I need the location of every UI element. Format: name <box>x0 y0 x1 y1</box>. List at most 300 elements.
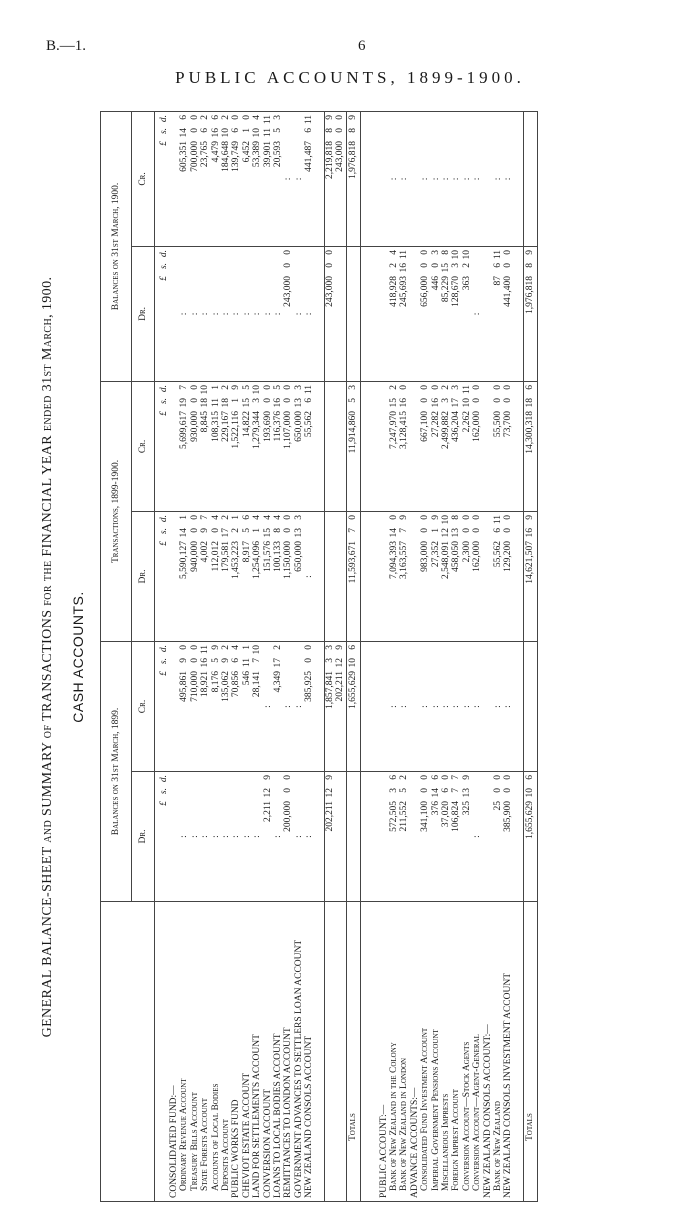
cell-dr00: 245,6931611 <box>399 246 409 381</box>
cell-tdr: 940,00000 <box>190 511 200 641</box>
cell-dr00 <box>169 246 179 381</box>
page-number: 6 <box>358 38 366 54</box>
cell-cr00: : <box>389 111 399 246</box>
spacer-cell <box>514 381 524 511</box>
cell-tdr: 162,00000 <box>472 511 482 641</box>
spacer-cell <box>360 641 370 771</box>
cell-dr99: : <box>221 772 231 902</box>
spacer-cell <box>315 902 325 1202</box>
cell-tcr: 3,128,415160 <box>399 381 409 511</box>
cell-dr00: 44603 <box>431 246 441 381</box>
cell-cr99: 18,9211611 <box>200 641 210 771</box>
units-blank <box>155 902 170 1202</box>
cell-dr99: 37,02060 <box>441 772 451 902</box>
cell-tcr: 1,279,344310 <box>252 381 262 511</box>
cell-tcr: 55,50000 <box>493 381 503 511</box>
units-cell: £s.d. <box>155 246 170 381</box>
cell-tcr <box>169 381 179 511</box>
less-cr00: 243,00000 <box>335 111 346 246</box>
cell-dr99: 572,50536 <box>389 772 399 902</box>
cell-cr99: 70,85664 <box>231 641 241 771</box>
spacer-cell <box>360 246 370 381</box>
cell-dr00 <box>379 246 389 381</box>
cell-cr00: : <box>420 111 430 246</box>
cell-cr99: : <box>503 641 513 771</box>
cell-cr00: : <box>283 111 293 246</box>
account-label: LOANS TO LOCAL BODIES ACCOUNT <box>273 902 283 1202</box>
cell-dr99: : <box>190 772 200 902</box>
cell-dr99: 341,10000 <box>420 772 430 902</box>
totals-row <box>523 111 537 1201</box>
account-label: Miscellaneous Imprests <box>441 902 451 1202</box>
cell-tcr: 1,522,11619 <box>231 381 241 511</box>
account-label: LAND FOR SETTLEMENTS ACCOUNT <box>252 902 262 1202</box>
cell-tcr: 7,247,970152 <box>389 381 399 511</box>
account-label: NEW ZEALAND CONSOLS ACCOUNT:— <box>483 902 493 1202</box>
table-row <box>472 111 482 1201</box>
cell-tcr: 667,10000 <box>420 381 430 511</box>
less-tcr <box>335 381 346 511</box>
cell-dr00: 363210 <box>462 246 472 381</box>
cell-tdr: 983,00000 <box>420 511 430 641</box>
account-label: Conversion Account—Stock Agents <box>462 902 472 1202</box>
cell-dr00: 128,670310 <box>451 246 461 381</box>
sheet-subtitle: CASH ACCOUNTS. <box>70 591 86 723</box>
cell-dr99: 376146 <box>431 772 441 902</box>
cell-dr00: : <box>252 246 262 381</box>
spacer-cell <box>360 902 370 1202</box>
cell-dr99: : <box>211 772 221 902</box>
cell-cr00: : <box>472 111 482 246</box>
subtotal-dr00: 243,00000 <box>324 246 335 381</box>
spacer-cell <box>514 246 524 381</box>
spacer-cell <box>370 381 379 511</box>
cell-tdr <box>483 511 493 641</box>
cell-cr99: 135,06292 <box>221 641 231 771</box>
spacer-cell <box>514 511 524 641</box>
balance-sheet <box>40 112 670 1202</box>
table-row <box>379 111 389 1201</box>
totals-cr00 <box>523 111 537 246</box>
cell-cr99: : <box>462 641 472 771</box>
table-row <box>503 111 513 1201</box>
cell-cr00: : <box>503 111 513 246</box>
cell-tcr: 1,107,00000 <box>283 381 293 511</box>
table-row <box>451 111 461 1201</box>
spacer-cell <box>370 246 379 381</box>
group-header-transactions: Transactions, 1899-1900. <box>101 381 132 641</box>
cell-tcr <box>379 381 389 511</box>
cell-cr99: : <box>263 641 273 771</box>
cell-dr00: : <box>242 246 252 381</box>
table-row <box>179 111 189 1201</box>
table-row <box>211 111 221 1201</box>
cell-tdr: : <box>304 511 314 641</box>
cell-tcr: 14,822155 <box>242 381 252 511</box>
cell-tcr <box>410 381 420 511</box>
cell-tdr: 100,13384 <box>273 511 283 641</box>
cash-accounts-body <box>155 111 538 1201</box>
less-tdr <box>335 511 346 641</box>
cell-cr99: 28,141710 <box>252 641 262 771</box>
cell-dr00: : <box>263 246 273 381</box>
subtotal-dr99: 202,211129 <box>324 772 335 902</box>
account-label: Bank of New Zealand <box>493 902 503 1202</box>
rotated-sheet <box>40 112 670 1202</box>
cell-dr00: : <box>304 246 314 381</box>
cell-dr99: 2,211129 <box>263 772 273 902</box>
cell-cr99: : <box>441 641 451 771</box>
cell-tcr: 229,167182 <box>221 381 231 511</box>
account-label: Foreign Imprest Account <box>451 902 461 1202</box>
cell-dr00: : <box>472 246 482 381</box>
spacer-cell <box>360 772 370 902</box>
less-cr99: 202,211129 <box>335 641 346 771</box>
totals-dr00: 1,976,81889 <box>523 246 537 381</box>
account-label: CONVERSION ACCOUNT <box>263 902 273 1202</box>
account-label: GOVERNMENT ADVANCES TO SETTLERS LOAN ACCOUNT <box>294 902 304 1202</box>
spacer-row <box>315 111 325 1201</box>
cell-cr99: 495,86190 <box>179 641 189 771</box>
totals-tcr: 11,914,86053 <box>346 381 360 511</box>
cell-cr00 <box>410 111 420 246</box>
cell-dr99: : <box>231 772 241 902</box>
cell-cr99: : <box>431 641 441 771</box>
account-label: Conversion Account—Agent-General <box>472 902 482 1202</box>
less-dr99 <box>335 772 346 902</box>
spacer-cell <box>370 111 379 246</box>
cell-tdr: 1,254,09614 <box>252 511 262 641</box>
table-row <box>169 111 179 1201</box>
account-label: PUBLIC WORKS FUND <box>231 902 241 1202</box>
account-label: Consolidated Fund Investment Account <box>420 902 430 1202</box>
totals-dr00 <box>346 246 360 381</box>
spacer-cell <box>370 511 379 641</box>
subtotal-blank <box>324 902 335 1202</box>
cell-tcr: 116,376165 <box>273 381 283 511</box>
spacer-cell <box>360 381 370 511</box>
account-label: Treasury Bills Account <box>190 902 200 1202</box>
cell-cr00: : <box>399 111 409 246</box>
totals-tdr: 14,621,507169 <box>523 511 537 641</box>
document-reference: B.—1. <box>46 38 87 54</box>
cell-cr00: 39,9011111 <box>263 111 273 246</box>
cell-cr99: : <box>451 641 461 771</box>
cell-cr00: 53,389104 <box>252 111 262 246</box>
table-row <box>483 111 493 1201</box>
units-cell: £s.d. <box>155 111 170 246</box>
cell-cr99 <box>379 641 389 771</box>
cell-dr00: : <box>211 246 221 381</box>
cell-cr99: : <box>472 641 482 771</box>
cell-dr99 <box>483 772 493 902</box>
totals-cr00: 1,976,81889 <box>346 111 360 246</box>
cell-tcr: 8,8451810 <box>200 381 210 511</box>
table-row <box>462 111 472 1201</box>
table-row <box>221 111 231 1201</box>
cell-dr99 <box>410 772 420 902</box>
cell-tdr: 112,01204 <box>211 511 221 641</box>
units-cell: £s.d. <box>155 772 170 902</box>
cell-dr00: : <box>200 246 210 381</box>
cell-cr00: 441,487611 <box>304 111 314 246</box>
cell-cr00 <box>169 111 179 246</box>
cell-tcr: 5,699,617197 <box>179 381 189 511</box>
table-row <box>389 111 399 1201</box>
cell-dr99: : <box>252 772 262 902</box>
cr-header: Cr. <box>132 111 155 246</box>
subtotal-tdr <box>324 511 335 641</box>
table-row <box>431 111 441 1201</box>
spacer-cell <box>360 511 370 641</box>
cell-dr00: 243,00000 <box>283 246 293 381</box>
spacer-cell <box>315 772 325 902</box>
table-row <box>190 111 200 1201</box>
dr-header: Dr. <box>132 246 155 381</box>
spacer-cell <box>315 381 325 511</box>
subtotal-tcr <box>324 381 335 511</box>
cell-tdr: 27,35219 <box>431 511 441 641</box>
cell-dr99: 325139 <box>462 772 472 902</box>
cell-tcr: 650,000133 <box>294 381 304 511</box>
cell-cr00: : <box>294 111 304 246</box>
cell-dr00: 418,92824 <box>389 246 399 381</box>
totals-row <box>346 111 360 1201</box>
account-label: NEW ZEALAND CONSOLS ACCOUNT <box>304 902 314 1202</box>
dr-header: Dr. <box>132 511 155 641</box>
cell-tdr: 4,00297 <box>200 511 210 641</box>
cell-dr00: : <box>179 246 189 381</box>
cell-dr99: : <box>294 772 304 902</box>
totals-dr99: 1,655,629106 <box>523 772 537 902</box>
cell-tcr: 436,204173 <box>451 381 461 511</box>
cell-tdr: 650,000133 <box>294 511 304 641</box>
units-cell: £s.d. <box>155 641 170 771</box>
cell-tdr: 179,581172 <box>221 511 231 641</box>
table-row <box>200 111 210 1201</box>
cell-dr00: 85,229158 <box>441 246 451 381</box>
cell-tdr: 1,150,00000 <box>283 511 293 641</box>
accounts-table <box>100 111 538 1202</box>
cell-tdr <box>379 511 389 641</box>
account-label: ADVANCE ACCOUNTS:— <box>410 902 420 1202</box>
cell-tcr: 930,00000 <box>190 381 200 511</box>
cell-dr00: : <box>231 246 241 381</box>
table-row <box>283 111 293 1201</box>
cell-tcr: 27,282160 <box>431 381 441 511</box>
cell-cr00: 700,00000 <box>190 111 200 246</box>
cell-tcr: 2,499,88232 <box>441 381 451 511</box>
group-header-1900: Balances on 31st March, 1900. <box>101 111 132 381</box>
cell-dr99: 2500 <box>493 772 503 902</box>
cell-tcr: 2,2621011 <box>462 381 472 511</box>
account-label: Bank of New Zealand in the Colony <box>389 902 399 1202</box>
cell-tcr: 108,315111 <box>211 381 221 511</box>
spacer-cell <box>315 511 325 641</box>
account-label: Bank of New Zealand in London <box>399 902 409 1202</box>
cell-tcr: 55,562611 <box>304 381 314 511</box>
cell-tcr: 193,69000 <box>263 381 273 511</box>
cell-cr00: : <box>431 111 441 246</box>
group-header-1899: Balances on 31st March, 1899. <box>101 641 132 901</box>
account-label: CONSOLIDATED FUND:— <box>169 902 179 1202</box>
cell-cr00: : <box>462 111 472 246</box>
cell-cr99: 546111 <box>242 641 252 771</box>
cell-dr99: 200,00000 <box>283 772 293 902</box>
cell-cr00: 23,76562 <box>200 111 210 246</box>
cr-header: Cr. <box>132 381 155 511</box>
table-row <box>242 111 252 1201</box>
table-row <box>231 111 241 1201</box>
units-row <box>155 111 170 1201</box>
table-row <box>263 111 273 1201</box>
cell-tdr: 7,094,393140 <box>389 511 399 641</box>
cell-dr99: 211,55252 <box>399 772 409 902</box>
cell-tdr: 2,548,0911210 <box>441 511 451 641</box>
cell-cr99 <box>169 641 179 771</box>
cell-cr00: 20,59353 <box>273 111 283 246</box>
cell-cr99: 385,92500 <box>304 641 314 771</box>
cell-cr00: 605,351146 <box>179 111 189 246</box>
cell-cr99: 710,00000 <box>190 641 200 771</box>
cell-dr00 <box>483 246 493 381</box>
less-dr00 <box>335 246 346 381</box>
cell-tdr: 151,576154 <box>263 511 273 641</box>
cell-dr00: : <box>294 246 304 381</box>
cell-tdr: 458,050138 <box>451 511 461 641</box>
cell-cr99: : <box>389 641 399 771</box>
account-label: CHEVIOT ESTATE ACCOUNT <box>242 902 252 1202</box>
less-blank <box>335 902 346 1202</box>
cell-dr00: : <box>273 246 283 381</box>
cell-tdr: 129,20000 <box>503 511 513 641</box>
account-label: Deposits Account <box>221 902 231 1202</box>
table-row <box>441 111 451 1201</box>
spacer-cell <box>315 111 325 246</box>
account-label: PUBLIC ACCOUNT:— <box>379 902 389 1202</box>
totals-dr99 <box>346 772 360 902</box>
cell-tdr: 5,590,127141 <box>179 511 189 641</box>
cell-dr00: : <box>190 246 200 381</box>
cell-cr00: 184,648102 <box>221 111 231 246</box>
spacer-cell <box>360 111 370 246</box>
totals-cr99: 1,655,629106 <box>346 641 360 771</box>
cell-cr99: : <box>294 641 304 771</box>
account-label: NEW ZEALAND CONSOLS INVESTMENT ACCOUNT <box>503 902 513 1202</box>
spacer-cell <box>514 772 524 902</box>
cr-header: Cr. <box>132 641 155 771</box>
totals-label: Totals <box>346 902 360 1202</box>
subtotal-row <box>324 111 335 1201</box>
cell-cr00 <box>379 111 389 246</box>
table-row <box>252 111 262 1201</box>
spacer-cell <box>370 902 379 1202</box>
units-cell: £s.d. <box>155 381 170 511</box>
cell-cr99: 4,349172 <box>273 641 283 771</box>
account-label: Accounts of Local Bodies <box>211 902 221 1202</box>
cell-tcr: 73,70000 <box>503 381 513 511</box>
table-row <box>294 111 304 1201</box>
spacer-row <box>360 111 370 1201</box>
cell-dr99 <box>169 772 179 902</box>
cell-cr00: : <box>451 111 461 246</box>
cell-cr99: : <box>283 641 293 771</box>
cell-cr99: 8,17659 <box>211 641 221 771</box>
cell-dr99: : <box>200 772 210 902</box>
spacer-cell <box>514 902 524 1202</box>
cell-cr00: 139,74960 <box>231 111 241 246</box>
cell-cr99: : <box>493 641 503 771</box>
cell-tcr: 162,00000 <box>472 381 482 511</box>
cell-dr00: : <box>221 246 231 381</box>
cell-dr99: : <box>179 772 189 902</box>
spacer-row <box>370 111 379 1201</box>
cell-cr00 <box>483 111 493 246</box>
account-header <box>101 902 155 1202</box>
spacer-row <box>514 111 524 1201</box>
cell-dr99: : <box>273 772 283 902</box>
totals-cr99 <box>523 641 537 771</box>
cell-cr00: : <box>493 111 503 246</box>
dr-header: Dr. <box>132 772 155 902</box>
cell-cr99 <box>483 641 493 771</box>
spacer-cell <box>514 111 524 246</box>
cell-dr99: : <box>242 772 252 902</box>
cell-dr00 <box>410 246 420 381</box>
cell-dr00: 656,00000 <box>420 246 430 381</box>
cell-tdr: 2,30000 <box>462 511 472 641</box>
account-label: Imperial Government Pensions Account <box>431 902 441 1202</box>
sheet-title: GENERAL BALANCE-SHEET and SUMMARY of TRANSACTIONS for the FINANCIAL YEAR ended 31st March, 1900. <box>40 276 55 1038</box>
cell-dr99 <box>379 772 389 902</box>
totals-tcr: 14,300,318186 <box>523 381 537 511</box>
spacer-cell <box>370 641 379 771</box>
subtotal-cr00: 2,219,81889 <box>324 111 335 246</box>
units-cell: £s.d. <box>155 511 170 641</box>
cell-dr99: 106,82477 <box>451 772 461 902</box>
cell-cr99 <box>410 641 420 771</box>
cell-cr99: : <box>420 641 430 771</box>
cell-cr99: : <box>399 641 409 771</box>
subtotal-cr99: 1,857,84133 <box>324 641 335 771</box>
totals-label: Totals <box>523 902 537 1202</box>
cell-cr00: : <box>441 111 451 246</box>
spacer-cell <box>315 246 325 381</box>
cell-tcr <box>483 381 493 511</box>
spacer-cell <box>514 641 524 771</box>
cell-dr00: 87611 <box>493 246 503 381</box>
table-row <box>493 111 503 1201</box>
cell-cr00: 6,45210 <box>242 111 252 246</box>
table-row <box>273 111 283 1201</box>
spacer-cell <box>315 641 325 771</box>
table-row <box>304 111 314 1201</box>
cell-tdr: 3,163,55779 <box>399 511 409 641</box>
cell-tdr: 8,91756 <box>242 511 252 641</box>
account-label: State Forests Account <box>200 902 210 1202</box>
cell-tdr <box>169 511 179 641</box>
account-label: REMITTANCES TO LONDON ACCOUNT <box>283 902 293 1202</box>
cell-dr00: 441,40000 <box>503 246 513 381</box>
section-heading: PUBLIC ACCOUNTS, 1899-1900. <box>175 68 525 87</box>
cell-tdr: 1,453,22321 <box>231 511 241 641</box>
totals-tdr: 11,593,67170 <box>346 511 360 641</box>
spacer-cell <box>370 772 379 902</box>
table-row <box>399 111 409 1201</box>
account-label: Ordinary Revenue Account <box>179 902 189 1202</box>
cell-dr99: : <box>472 772 482 902</box>
cell-cr00: 4,479166 <box>211 111 221 246</box>
